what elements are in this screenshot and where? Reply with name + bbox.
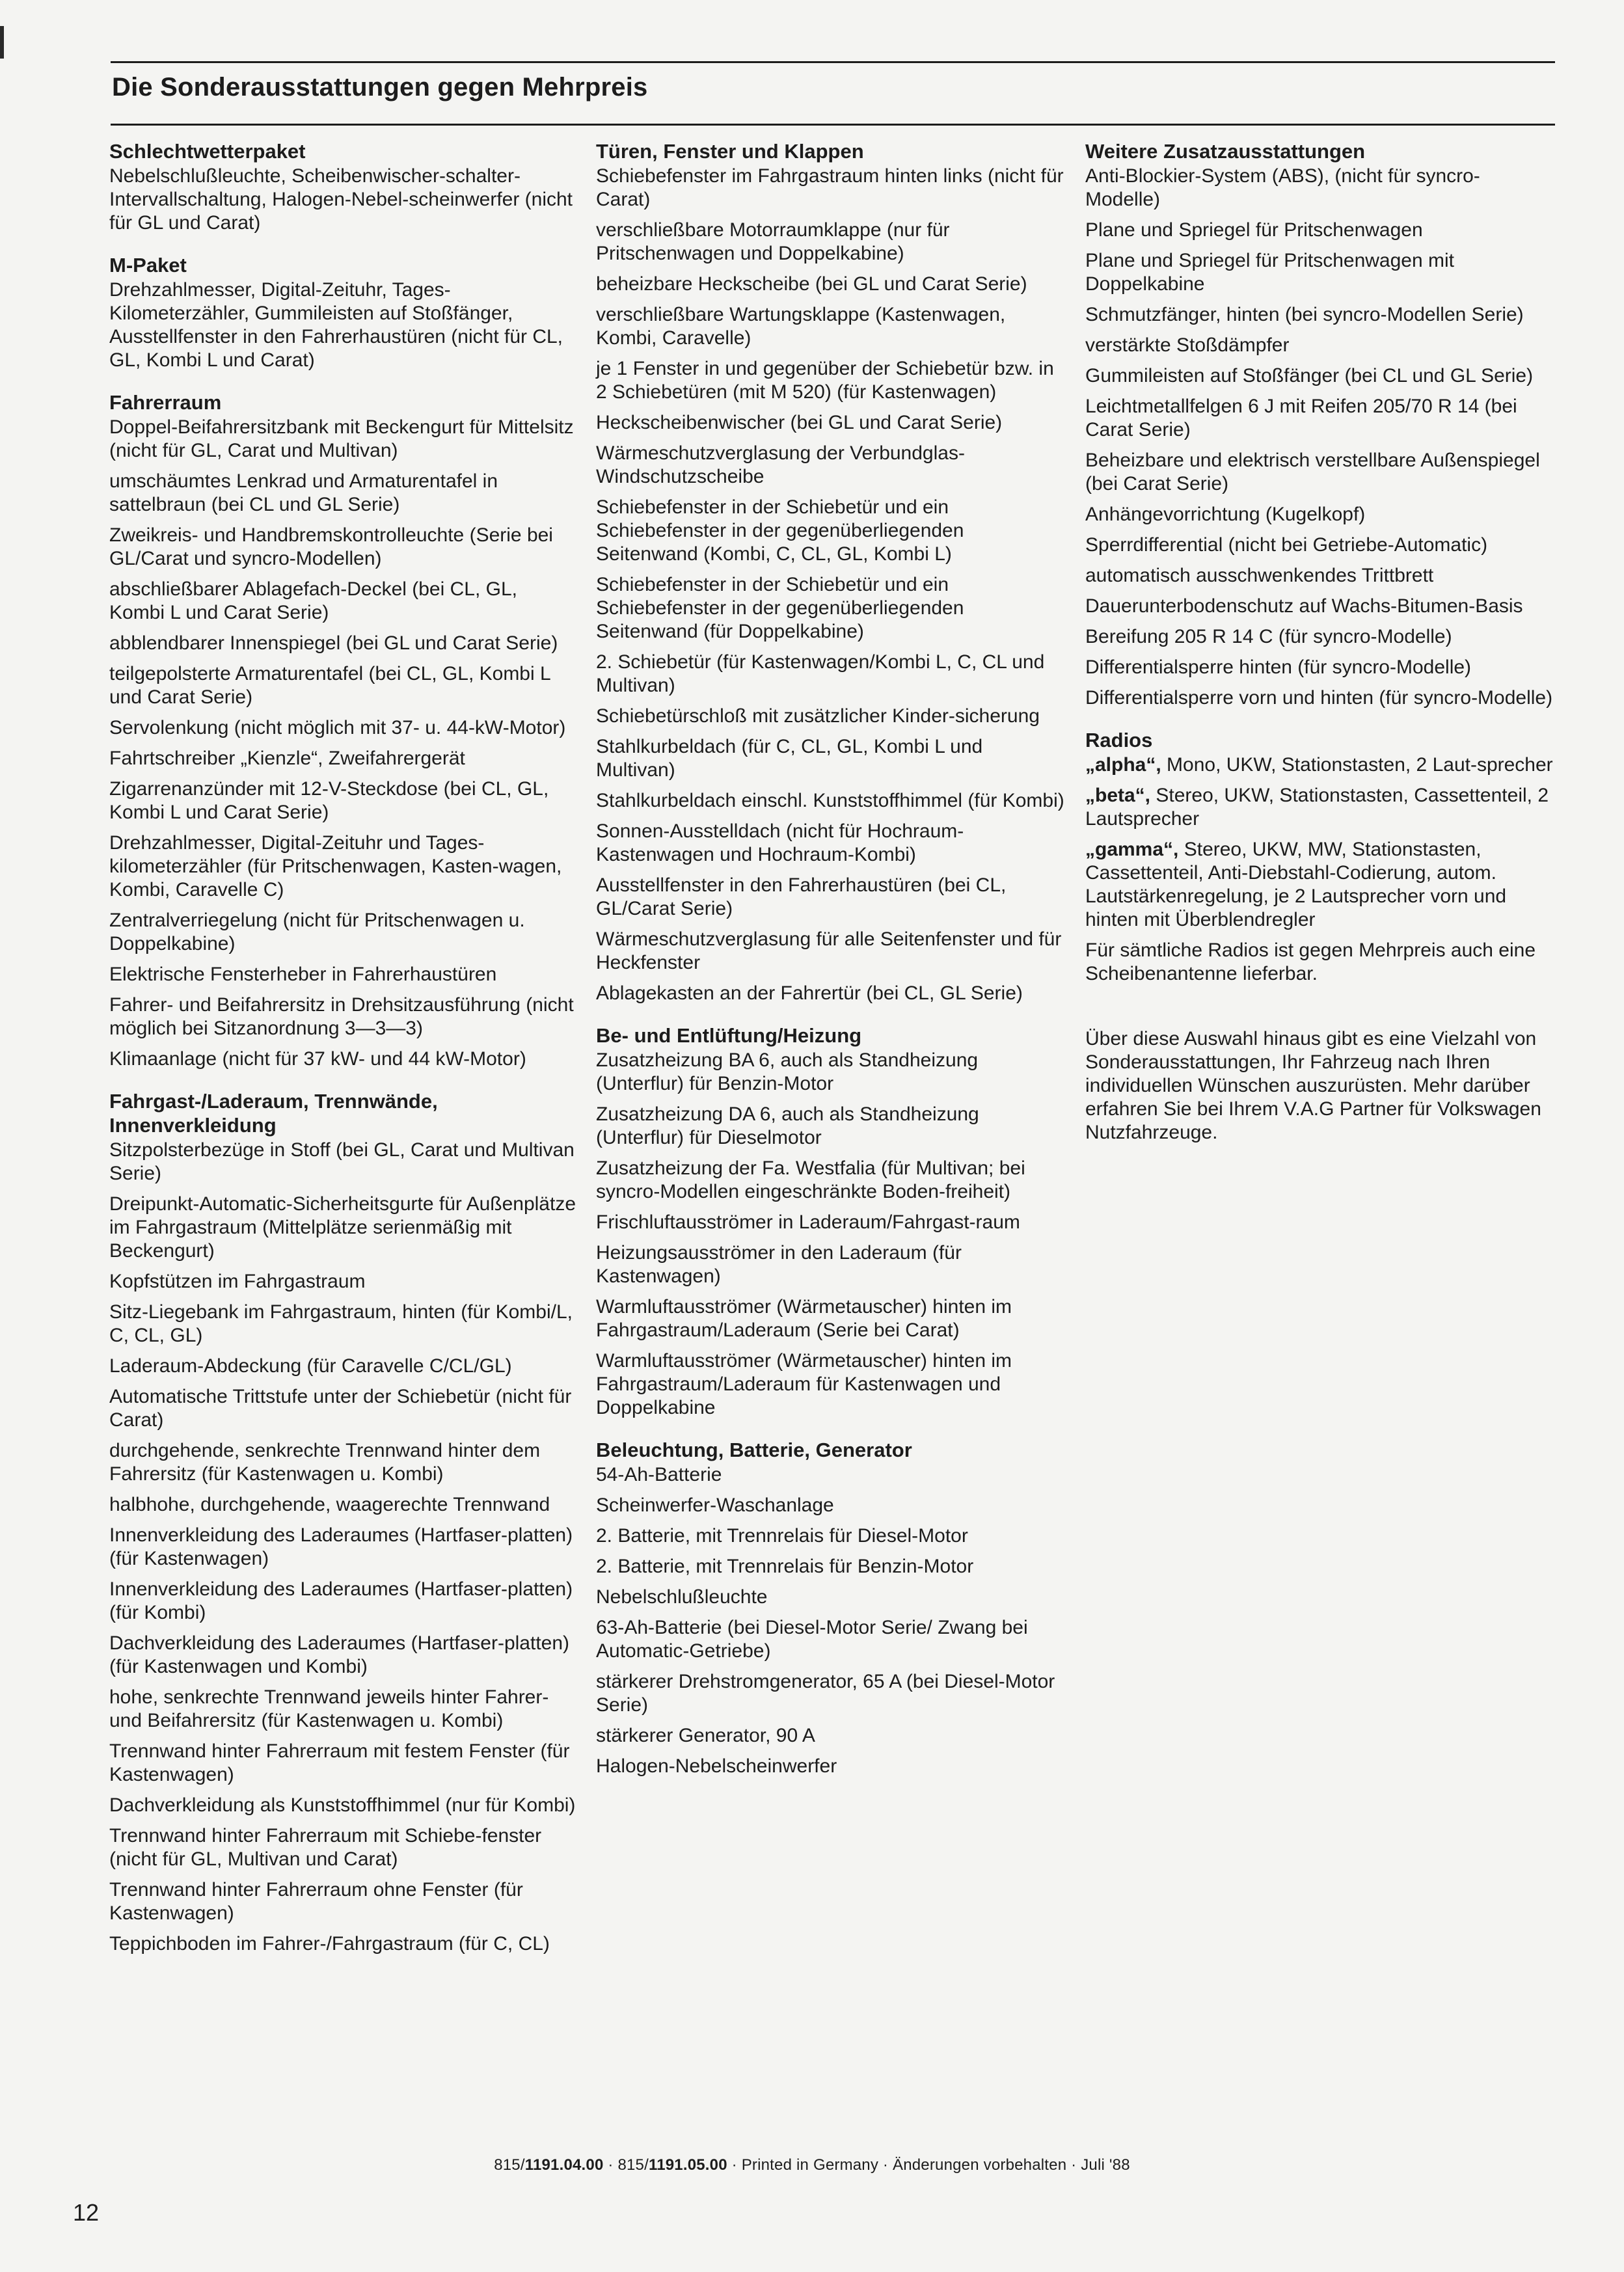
option-item [1085, 249, 1554, 296]
footer-separator: · [1066, 2156, 1081, 2174]
option-item [1085, 686, 1554, 710]
option-text: Dachverkleidung als Kunststoffhimmel (nur für Kombi) [109, 1794, 576, 1816]
option-item [109, 662, 578, 709]
option-item [109, 1578, 578, 1625]
option-text: Differentialsperre vorn und hinten (für syncro-Modelle) [1085, 687, 1553, 709]
option-item [596, 1157, 1064, 1204]
option-text: Heizungsausströmer in den Laderaum (für Kastenwagen) [596, 1242, 962, 1287]
option-item [596, 1295, 1064, 1342]
option-item [596, 357, 1064, 404]
radio-model-name: „gamma“, [1085, 839, 1179, 860]
radio-model-name: „alpha“, [1085, 754, 1161, 776]
option-item [109, 1193, 578, 1263]
page-title: Die Sonderausstattungen gegen Mehrpreis [112, 73, 648, 101]
option-text: Innenverkleidung des Laderaumes (Hartfaser-platten) (für Kombi) [109, 1578, 573, 1623]
closing-paragraph: Über diese Auswahl hinaus gibt es eine Vielzahl von Sonderausstattungen, Ihr Fahrzeug nach Ihren individuellen Wünschen auszurüsten. Mehr darüber erfahren Sie bei Ihrem V.A.G Partner für Volkswagen Nutzfahrzeuge. [1085, 1028, 1541, 1143]
option-text: Halogen-Nebelscheinwerfer [596, 1755, 837, 1777]
option-item [596, 705, 1064, 728]
option-item [1085, 564, 1554, 588]
option-text: Warmluftausströmer (Wärmetauscher) hinten im Fahrgastraum/Laderaum (Serie bei Carat) [596, 1296, 1012, 1341]
option-text: Mono, UKW, Stationstasten, 2 Laut-sprecher [1161, 754, 1553, 776]
option-text: Fahrer- und Beifahrersitz in Drehsitzausführung (nicht möglich bei Sitzanordnung 3—3—3) [109, 994, 574, 1039]
option-text: Nebelschlußleuchte [596, 1586, 768, 1608]
option-item [109, 778, 578, 824]
section-fahrgast-laderaum-trennwaende-innenverkleidung [109, 1089, 578, 1956]
option-item [596, 1555, 1064, 1578]
option-text: Trennwand hinter Fahrerraum mit Schiebe-fenster (nicht für GL, Multivan und Carat) [109, 1825, 542, 1870]
option-item [596, 165, 1064, 211]
section-fahrerraum [109, 390, 578, 1071]
section-title: Be- und Entlüftung/Heizung [596, 1024, 862, 1047]
option-item [596, 219, 1064, 265]
option-text: Trennwand hinter Fahrerraum mit festem Fenster (für Kastenwagen) [109, 1740, 570, 1785]
option-item [596, 1349, 1064, 1420]
option-item [109, 1439, 578, 1486]
option-text: Bereifung 205 R 14 C (für syncro-Modelle) [1085, 626, 1452, 647]
option-item [1085, 219, 1554, 242]
option-item [109, 470, 578, 517]
option-text: Sonnen-Ausstelldach (nicht für Hochraum-Kastenwagen und Hochraum-Kombi) [596, 820, 964, 865]
option-text: Nebelschlußleuchte, Scheibenwischer-schalter-Intervallschaltung, Halogen-Nebel-scheinwerfer (nicht für GL und Carat) [109, 165, 573, 234]
reference-number-1: 1191.04.00 [524, 2156, 604, 2174]
option-text: abschließbarer Ablagefach-Deckel (bei CL, GL, Kombi L und Carat Serie) [109, 578, 517, 623]
option-text: je 1 Fenster in und gegenüber der Schiebetür bzw. in 2 Schiebetüren (mit M 520) (für Kastenwagen) [596, 358, 1054, 403]
option-item [596, 1524, 1064, 1548]
option-text: Warmluftausströmer (Wärmetauscher) hinten im Fahrgastraum/Laderaum für Kastenwagen und Doppelkabine [596, 1350, 1012, 1418]
option-text: verschließbare Motorraumklappe (nur für Pritschenwagen und Doppelkabine) [596, 219, 950, 264]
section-weitere-zusatzausstattungen [1085, 139, 1554, 710]
top-rule [111, 61, 1555, 63]
option-text: Schiebefenster in der Schiebetür und ein Schiebefenster in der gegenüberliegenden Seitenwand (für Doppelkabine) [596, 574, 964, 642]
section-title: Schlechtwetterpaket [109, 140, 306, 163]
option-item [596, 1670, 1064, 1717]
option-text: Schiebefenster im Fahrgastraum hinten links (nicht für Carat) [596, 165, 1064, 210]
option-text: Drehzahlmesser, Digital-Zeituhr und Tages-kilometerzähler (für Pritschenwagen, Kasten-wagen, Kombi, Caravelle C) [109, 832, 562, 900]
section-be-und-entlueftung-heizung [596, 1023, 1064, 1420]
option-text: Servolenkung (nicht möglich mit 37- u. 44-kW-Motor) [109, 717, 566, 738]
option-item [1085, 303, 1554, 327]
option-text: Ausstellfenster in den Fahrerhaustüren (bei CL, GL/Carat Serie) [596, 874, 1007, 919]
option-item [109, 994, 578, 1040]
option-text: Stereo, UKW, MW, Stationstasten, Cassettenteil, Anti-Diebstahl-Codierung, autom. Lautstärkenregelung, je 2 Lautsprecher vorn und hinten mit Überblendregler [1085, 839, 1507, 930]
option-item [109, 909, 578, 956]
section-tueren-fenster-und-klappen [596, 139, 1064, 1005]
option-item [109, 1270, 578, 1293]
option-text: Anti-Blockier-System (ABS), (nicht für syncro-Modelle) [1085, 165, 1480, 210]
option-text: 63-Ah-Batterie (bei Diesel-Motor Serie/ Zwang bei Automatic-Getriebe) [596, 1617, 1028, 1662]
option-item [1085, 939, 1554, 986]
option-text: 2. Schiebetür (für Kastenwagen/Kombi L, C, CL und Multivan) [596, 651, 1045, 696]
option-item [596, 820, 1064, 867]
option-item [109, 1301, 578, 1347]
scan-edge-mark [0, 26, 4, 59]
option-text: Plane und Spriegel für Pritschenwagen [1085, 219, 1423, 241]
option-item [596, 1211, 1064, 1234]
section-title: Türen, Fenster und Klappen [596, 140, 864, 163]
option-text: halbhohe, durchgehende, waagerechte Trennwand [109, 1494, 550, 1515]
option-text: Für sämtliche Radios ist gegen Mehrpreis auch eine Scheibenantenne lieferbar. [1085, 940, 1536, 984]
option-item [1085, 534, 1554, 557]
option-item [596, 982, 1064, 1005]
option-text: teilgepolsterte Armaturentafel (bei CL, GL, Kombi L und Carat Serie) [109, 663, 550, 708]
option-item [109, 963, 578, 986]
section-beleuchtung-batterie-generator [596, 1438, 1064, 1778]
footer-separator: · [878, 2156, 893, 2174]
option-item [596, 1494, 1064, 1517]
option-text: Stahlkurbeldach einschl. Kunststoffhimmel (für Kombi) [596, 790, 1064, 811]
section-title: Weitere Zusatzausstattungen [1085, 140, 1366, 163]
option-text: Teppichboden im Fahrer-/Fahrgastraum (für C, CL) [109, 1933, 550, 1954]
option-item [596, 874, 1064, 921]
title-rule [111, 124, 1555, 126]
option-item [109, 1493, 578, 1517]
option-text: hohe, senkrechte Trennwand jeweils hinter Fahrer- und Beifahrersitz (für Kastenwagen u. Kombi) [109, 1686, 549, 1731]
option-text: Dachverkleidung des Laderaumes (Hartfaser-platten) (für Kastenwagen und Kombi) [109, 1632, 570, 1677]
option-text: Klimaanlage (nicht für 37 kW- und 44 kW-Motor) [109, 1048, 526, 1070]
option-item [109, 1878, 578, 1925]
option-text: Zusatzheizung der Fa. Westfalia (für Multivan; bei syncro-Modellen eingeschränkte Boden-freiheit) [596, 1157, 1025, 1202]
option-item [109, 416, 578, 463]
option-text: Schiebefenster in der Schiebetür und ein Schiebefenster in der gegenüberliegenden Seitenwand (Kombi, C, CL, GL, Kombi L) [596, 496, 964, 565]
option-text: Plane und Spriegel für Pritschenwagen mit Doppelkabine [1085, 250, 1454, 295]
option-item [596, 1724, 1064, 1748]
option-text: 2. Batterie, mit Trennrelais für Benzin-Motor [596, 1556, 974, 1577]
option-text: Zweikreis- und Handbremskontrolleuchte (Serie bei GL/Carat und syncro-Modellen) [109, 524, 553, 569]
option-item [109, 1794, 578, 1817]
section-title: Fahrgast-/Laderaum, Trennwände, Innenverkleidung [109, 1090, 438, 1137]
option-item [109, 832, 578, 902]
option-text: Elektrische Fensterheber in Fahrerhaustüren [109, 964, 497, 985]
option-text: umschäumtes Lenkrad und Armaturentafel in sattelbraun (bei CL und GL Serie) [109, 470, 498, 515]
section-title: Fahrerraum [109, 391, 222, 414]
option-text: 54-Ah-Batterie [596, 1464, 722, 1485]
option-item [596, 1586, 1064, 1609]
option-item [109, 1932, 578, 1956]
column-2 [596, 139, 1064, 1796]
option-item [1085, 449, 1554, 496]
option-item [596, 1463, 1064, 1487]
option-text: Kopfstützen im Fahrgastraum [109, 1271, 366, 1292]
option-item [596, 1049, 1064, 1096]
page-number: 12 [73, 2199, 100, 2226]
option-text: Innenverkleidung des Laderaumes (Hartfaser-platten) (für Kastenwagen) [109, 1524, 573, 1569]
printed-in: Printed in Germany [741, 2156, 879, 2174]
option-item [109, 165, 578, 235]
section-radios [1085, 728, 1554, 986]
option-text: Sperrdifferential (nicht bei Getriebe-Automatic) [1085, 534, 1488, 556]
option-text: Dauerunterbodenschutz auf Wachs-Bitumen-Basis [1085, 595, 1523, 617]
option-text: Schiebetürschloß mit zusätzlicher Kinder-sicherung [596, 705, 1040, 727]
option-item [1085, 334, 1554, 357]
option-item [109, 578, 578, 625]
option-item [1085, 838, 1554, 932]
option-item [1085, 625, 1554, 649]
section-title: Radios [1085, 729, 1153, 751]
option-text: Automatische Trittstufe unter der Schiebetür (nicht für Carat) [109, 1386, 572, 1431]
option-text: Fahrtschreiber „Kienzle“, Zweifahrergerät [109, 748, 465, 769]
option-text: Drehzahlmesser, Digital-Zeituhr, Tages-Kilometerzähler, Gummileisten auf Stoßfänger, Ausstellfenster in den Fahrerhaustüren (nicht für CL, GL, Kombi L und Carat) [109, 279, 563, 371]
reference-prefix-1: 815/ [494, 2156, 525, 2174]
option-item [1085, 395, 1554, 442]
option-text: Schmutzfänger, hinten (bei syncro-Modellen Serie) [1085, 304, 1524, 325]
option-item [109, 1048, 578, 1071]
option-text: Doppel-Beifahrersitzbank mit Beckengurt für Mittelsitz (nicht für GL, Carat und Multivan) [109, 416, 574, 461]
option-item [596, 1103, 1064, 1150]
radio-model-name: „beta“, [1085, 785, 1151, 806]
option-text: 2. Batterie, mit Trennrelais für Diesel-Motor [596, 1525, 968, 1547]
section-title: M-Paket [109, 254, 187, 277]
option-item [109, 632, 578, 655]
option-item [109, 1385, 578, 1432]
option-item [596, 651, 1064, 697]
option-item [1085, 753, 1554, 777]
option-text: Zusatzheizung DA 6, auch als Standheizung (Unterflur) für Dieselmotor [596, 1103, 979, 1148]
option-item [596, 496, 1064, 566]
option-item [109, 1355, 578, 1378]
option-text: automatisch ausschwenkendes Trittbrett [1085, 565, 1434, 586]
option-text: stärkerer Drehstromgenerator, 65 A (bei Diesel-Motor Serie) [596, 1671, 1055, 1716]
option-text: Sitz-Liegebank im Fahrgastraum, hinten (für Kombi/L, C, CL, GL) [109, 1301, 573, 1346]
option-item [596, 1241, 1064, 1288]
section-title: Beleuchtung, Batterie, Generator [596, 1439, 912, 1461]
option-text: verschließbare Wartungsklappe (Kastenwagen, Kombi, Caravelle) [596, 304, 1006, 349]
reference-prefix-2: 815/ [617, 2156, 649, 2174]
option-text: Frischluftausströmer in Laderaum/Fahrgast-raum [596, 1211, 1020, 1233]
option-text: stärkerer Generator, 90 A [596, 1725, 815, 1746]
footer-separator: · [727, 2156, 742, 2174]
print-date: Juli '88 [1081, 2156, 1130, 2174]
option-item [109, 1139, 578, 1185]
option-item [109, 747, 578, 770]
option-item [109, 1686, 578, 1733]
option-text: Gummileisten auf Stoßfänger (bei CL und GL Serie) [1085, 365, 1534, 386]
option-item [596, 303, 1064, 350]
option-item [596, 442, 1064, 489]
option-item [596, 573, 1064, 643]
section-m-paket [109, 253, 578, 372]
reference-number-2: 1191.05.00 [648, 2156, 727, 2174]
option-text: Stahlkurbeldach (für C, CL, GL, Kombi L und Multivan) [596, 736, 983, 781]
option-item [1085, 165, 1554, 211]
option-text: beheizbare Heckscheibe (bei GL und Carat Serie) [596, 273, 1027, 295]
option-item [1085, 364, 1554, 388]
option-item [1085, 503, 1554, 526]
option-text: Zusatzheizung BA 6, auch als Standheizung (Unterflur) für Benzin-Motor [596, 1049, 979, 1094]
option-item [596, 789, 1064, 813]
option-text: Heckscheibenwischer (bei GL und Carat Serie) [596, 412, 1003, 433]
option-item [596, 735, 1064, 782]
option-text: Wärmeschutzverglasung für alle Seitenfenster und für Heckfenster [596, 928, 1062, 973]
option-item [596, 411, 1064, 435]
option-text: Laderaum-Abdeckung (für Caravelle C/CL/GL) [109, 1355, 512, 1377]
option-text: durchgehende, senkrechte Trennwand hinter dem Fahrersitz (für Kastenwagen u. Kombi) [109, 1440, 541, 1485]
option-text: Differentialsperre hinten (für syncro-Modelle) [1085, 656, 1472, 678]
option-text: Wärmeschutzverglasung der Verbundglas-Windschutzscheibe [596, 442, 965, 487]
option-item [109, 524, 578, 571]
option-text: Trennwand hinter Fahrerraum ohne Fenster (für Kastenwagen) [109, 1879, 523, 1924]
column-1 [109, 139, 578, 1974]
option-item [596, 273, 1064, 296]
option-text: Leichtmetallfelgen 6 J mit Reifen 205/70 R 14 (bei Carat Serie) [1085, 396, 1517, 440]
option-item [109, 1632, 578, 1679]
option-item [109, 278, 578, 372]
option-item [596, 1755, 1064, 1778]
option-item [596, 928, 1064, 975]
option-item [109, 1740, 578, 1787]
option-item [109, 716, 578, 740]
option-text: Dreipunkt-Automatic-Sicherheitsgurte für Außenplätze im Fahrgastraum (Mittelplätze serienmäßig mit Beckengurt) [109, 1193, 576, 1262]
option-text: Stereo, UKW, Stationstasten, Cassettenteil, 2 Lautsprecher [1085, 785, 1549, 830]
option-item [109, 1524, 578, 1571]
option-item [1085, 784, 1554, 831]
print-reference-footer [0, 2156, 1624, 2174]
option-text: Scheinwerfer-Waschanlage [596, 1494, 834, 1516]
changes-notice: Änderungen vorbehalten [893, 2156, 1067, 2174]
option-text: verstärkte Stoßdämpfer [1085, 334, 1290, 356]
footer-separator: · [603, 2156, 618, 2174]
option-text: Ablagekasten an der Fahrertür (bei CL, GL Serie) [596, 982, 1023, 1004]
column-3 [1085, 139, 1554, 1144]
option-item [109, 1824, 578, 1871]
option-text: Zentralverriegelung (nicht für Pritschenwagen u. Doppelkabine) [109, 910, 525, 954]
option-text: Anhängevorrichtung (Kugelkopf) [1085, 504, 1366, 525]
option-text: Zigarrenanzünder mit 12-V-Steckdose (bei CL, GL, Kombi L und Carat Serie) [109, 778, 549, 823]
option-item [1085, 656, 1554, 679]
option-text: abblendbarer Innenspiegel (bei GL und Carat Serie) [109, 632, 558, 654]
option-item [596, 1616, 1064, 1663]
option-text: Sitzpolsterbezüge in Stoff (bei GL, Carat und Multivan Serie) [109, 1139, 575, 1184]
section-schlechtwetterpaket [109, 139, 578, 235]
option-text: Beheizbare und elektrisch verstellbare Außenspiegel (bei Carat Serie) [1085, 450, 1540, 494]
option-item [1085, 595, 1554, 618]
